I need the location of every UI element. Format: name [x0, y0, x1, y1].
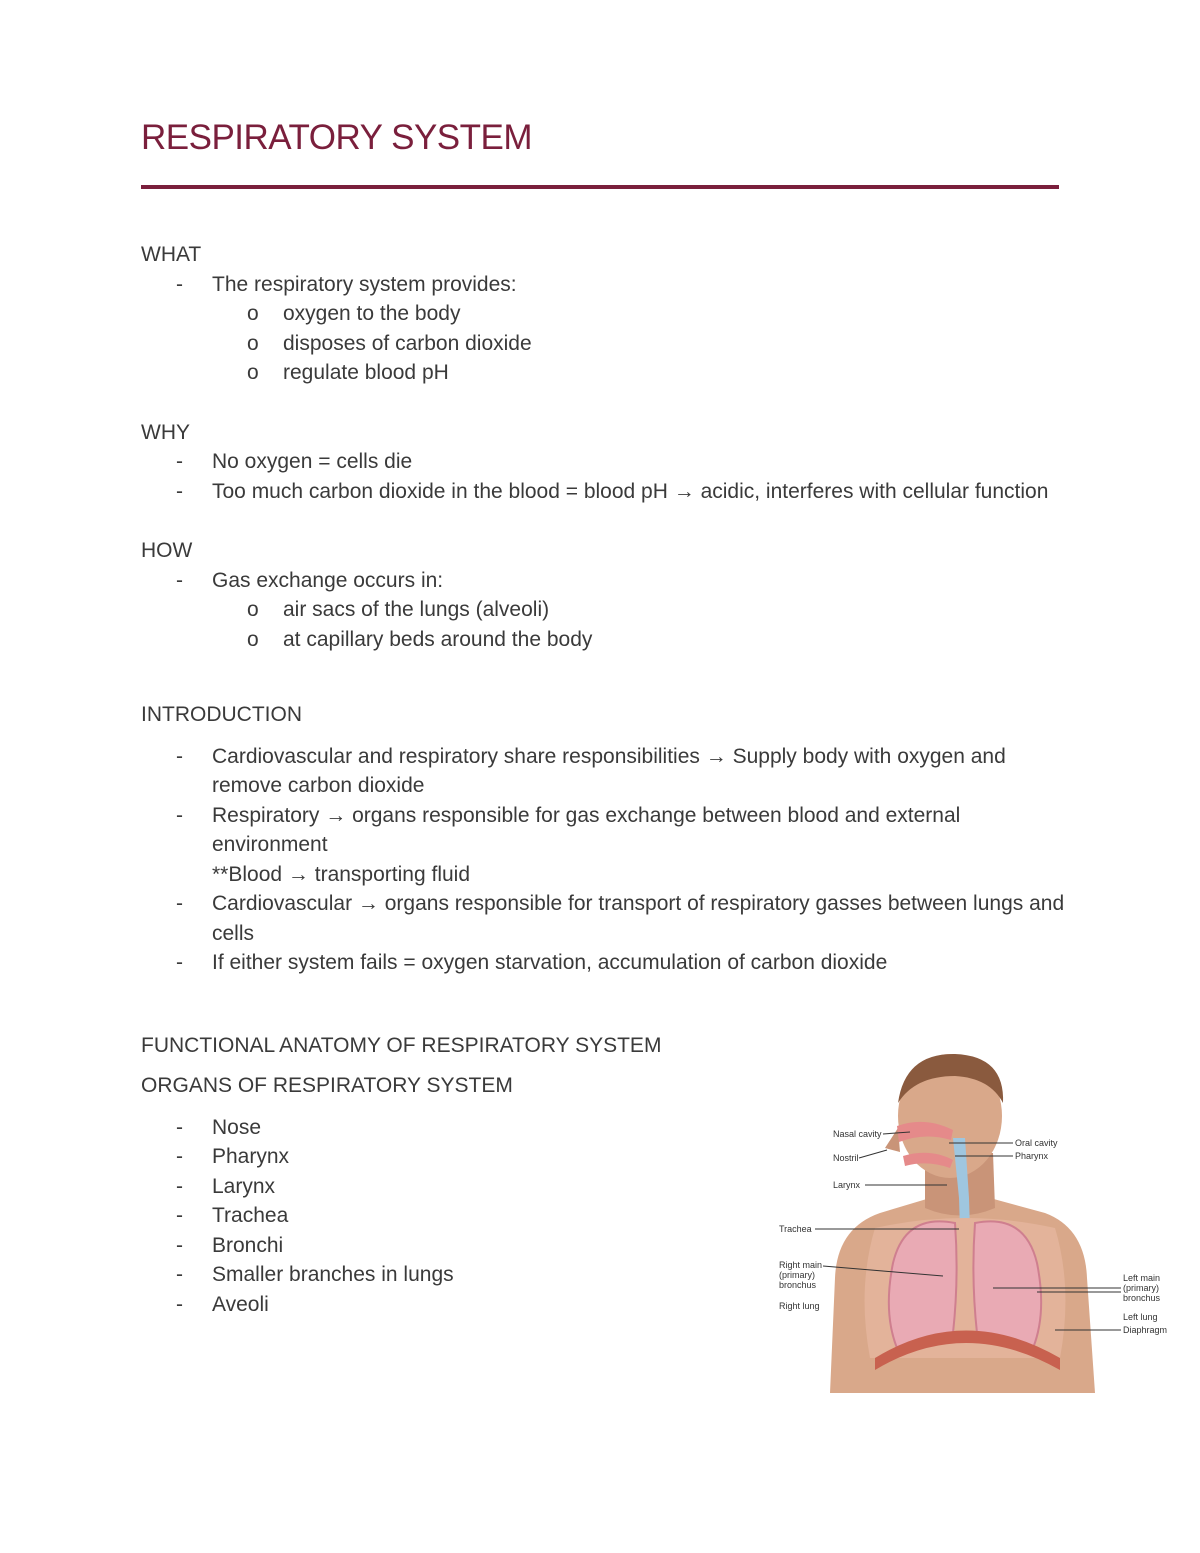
list-item: - Respiratory → organs responsible for gas exchange between blood and external environment **Blood → transporting fluid	[141, 801, 1071, 890]
label-oral-cavity: Oral cavity	[1015, 1138, 1058, 1148]
arrow-icon: →	[357, 892, 379, 915]
list-item: - Pharynx	[141, 1142, 781, 1172]
page-title: RESPIRATORY SYSTEM	[141, 118, 533, 157]
label-pharynx: Pharynx	[1015, 1151, 1049, 1161]
list-item: - Gas exchange occurs in: o air sacs of the lungs (alveoli) o at capillary beds around the body	[141, 566, 1071, 655]
section-anatomy	[141, 1031, 781, 1320]
list-item: - Cardiovascular → organs responsible for transport of respiratory gasses between lungs and cells	[141, 889, 1071, 948]
label-left-main-bronchus-3: bronchus	[1123, 1293, 1161, 1303]
label-right-main-bronchus-1: Right main	[779, 1260, 823, 1270]
label-larynx: Larynx	[833, 1180, 861, 1190]
list-item: - Aveoli	[141, 1290, 781, 1320]
arrow-icon: →	[287, 862, 309, 886]
list-item: o oxygen to the body	[212, 299, 1071, 329]
list-item: - Larynx	[141, 1172, 781, 1202]
label-diaphragm: Diaphragm	[1123, 1325, 1168, 1335]
heading-functional-anatomy: FUNCTIONAL ANATOMY OF RESPIRATORY SYSTEM	[141, 1033, 662, 1057]
what-list	[141, 270, 1071, 388]
section-what	[141, 240, 1071, 388]
list-item: - The respiratory system provides: o oxygen to the body o disposes of carbon dioxide o regulate blood pH	[141, 270, 1071, 388]
list-item: - Cardiovascular and respiratory share responsibilities → Supply body with oxygen and remove carbon dioxide	[141, 742, 1071, 801]
heading-organs: ORGANS OF RESPIRATORY SYSTEM	[141, 1074, 513, 1097]
label-left-main-bronchus-1: Left main	[1123, 1273, 1161, 1283]
title-rule	[141, 185, 1059, 189]
label-right-main-bronchus-2: (primary)	[779, 1270, 815, 1280]
heading-introduction: INTRODUCTION	[141, 703, 302, 726]
list-item: - Trachea	[141, 1201, 781, 1231]
list-item: - If either system fails = oxygen starvation, accumulation of carbon dioxide	[141, 948, 1071, 978]
arrow-icon: →	[673, 479, 695, 503]
what-sublist	[212, 299, 1071, 388]
label-left-lung: Left lung	[1123, 1312, 1158, 1322]
heading-what: WHAT	[141, 243, 202, 266]
heading-why: WHY	[141, 420, 190, 444]
list-item: - Bronchi	[141, 1231, 781, 1261]
how-sublist	[212, 595, 1071, 654]
label-nasal-cavity: Nasal cavity	[833, 1129, 882, 1139]
section-why	[141, 418, 1071, 507]
list-item: o disposes of carbon dioxide	[212, 329, 1071, 359]
list-item: - Too much carbon dioxide in the blood = blood pH → acidic, interferes with cellular function	[141, 477, 1071, 507]
list-item: o regulate blood pH	[212, 358, 1071, 388]
label-trachea: Trachea	[779, 1224, 812, 1234]
list-item: - No oxygen = cells die	[141, 447, 1071, 477]
list-item: - Smaller branches in lungs	[141, 1260, 781, 1290]
list-item: o air sacs of the lungs (alveoli)	[212, 595, 1071, 625]
label-nostril: Nostril	[833, 1153, 859, 1163]
arrow-icon: →	[325, 803, 347, 827]
note-line: **Blood → transporting fluid	[212, 862, 471, 886]
respiratory-diagram	[775, 1048, 1175, 1393]
organs-list	[141, 1113, 781, 1320]
heading-how: HOW	[141, 539, 193, 562]
intro-list	[141, 742, 1071, 978]
list-item: o at capillary beds around the body	[212, 625, 1071, 655]
list-item: - Nose	[141, 1113, 781, 1143]
how-list	[141, 566, 1071, 655]
label-right-main-bronchus-3: bronchus	[779, 1280, 817, 1290]
arrow-icon: →	[705, 744, 727, 768]
label-left-main-bronchus-2: (primary)	[1123, 1283, 1159, 1293]
why-list	[141, 447, 1071, 506]
section-how	[141, 536, 1071, 654]
section-introduction	[141, 700, 1071, 978]
label-right-lung: Right lung	[779, 1301, 820, 1311]
